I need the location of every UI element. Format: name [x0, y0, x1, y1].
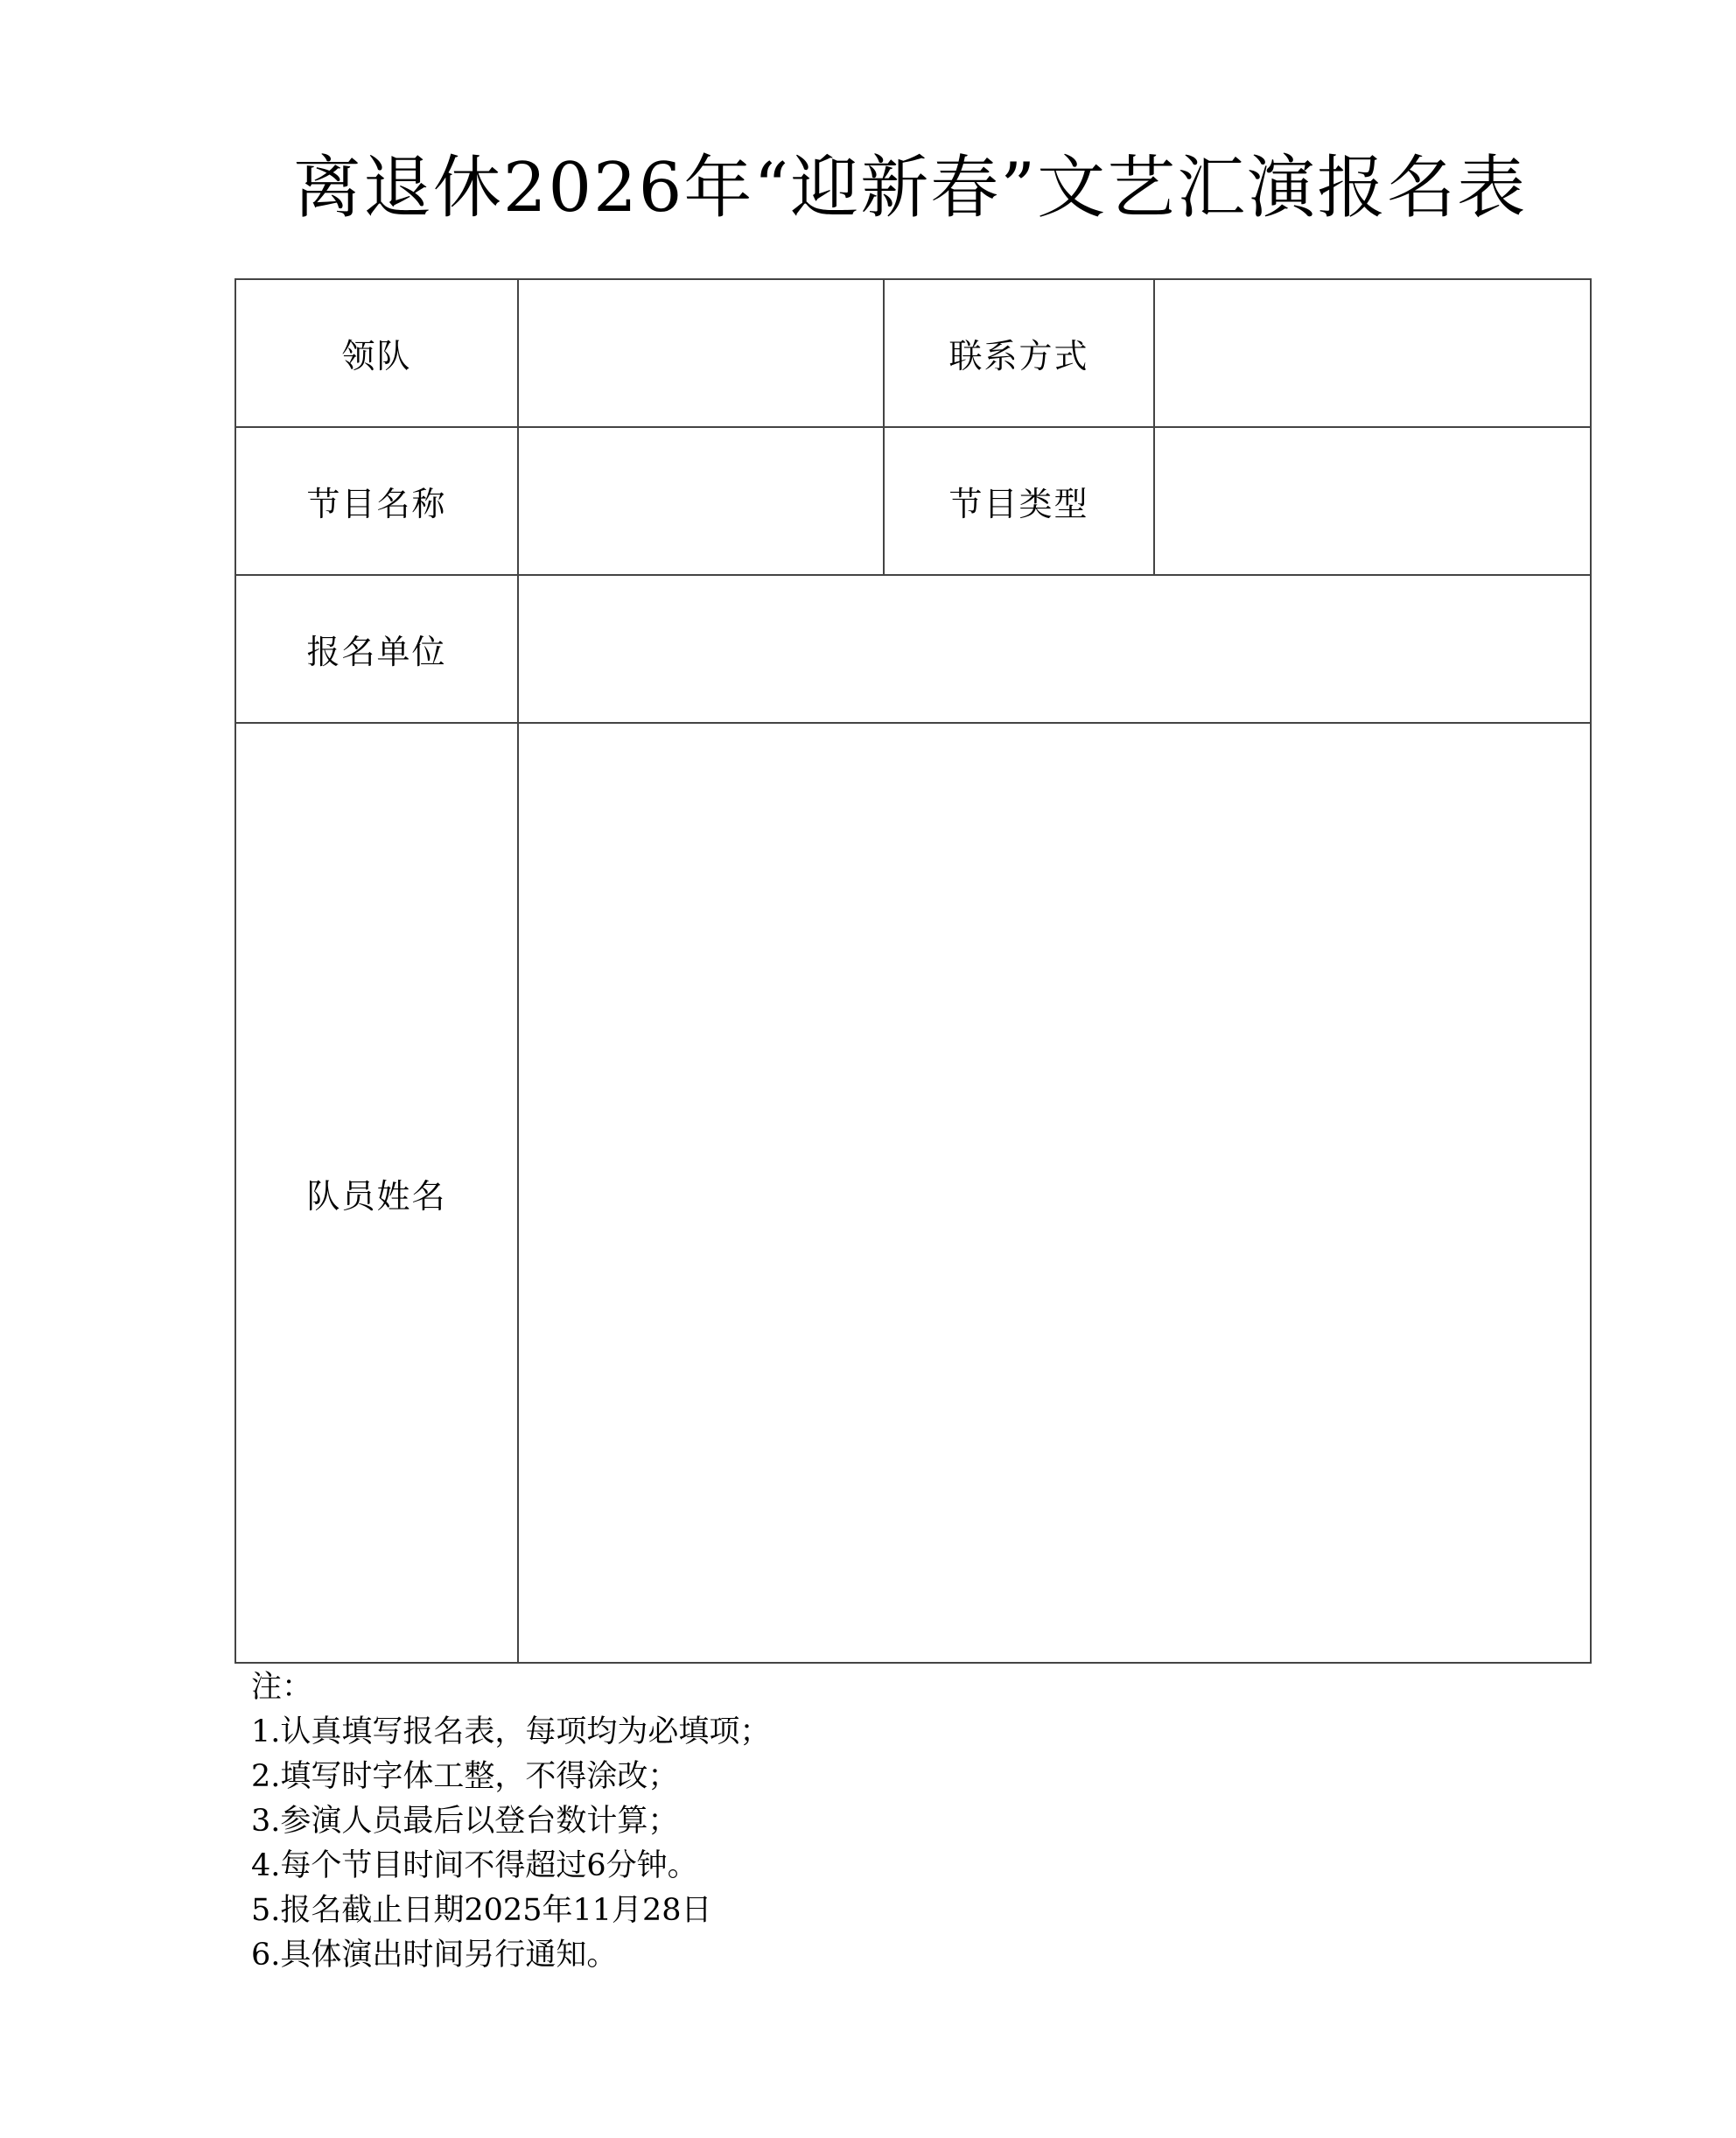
leader-label: 领队: [235, 279, 518, 427]
contact-field[interactable]: [1154, 279, 1591, 427]
notes-section: [251, 1665, 1476, 1978]
note-item-1: 1.认真填写报名表，每项均为必填项；: [251, 1714, 771, 1749]
form-row-leader: [235, 279, 1591, 427]
note-item-6: 6.具体演出时间另行通知。: [251, 1938, 618, 1973]
unit-label: 报名单位: [235, 575, 518, 723]
program-name-label: 节目名称: [235, 427, 518, 575]
notes-heading: 注：: [251, 1670, 313, 1705]
note-item-2: 2.填写时字体工整，不得涂改；: [251, 1759, 679, 1794]
form-row-program: [235, 427, 1591, 575]
unit-field[interactable]: [518, 575, 1591, 723]
form-row-members: [235, 723, 1591, 1663]
contact-label: 联系方式: [884, 279, 1154, 427]
note-item-4: 4.每个节目时间不得超过6分钟。: [251, 1848, 698, 1883]
program-name-field[interactable]: [518, 427, 884, 575]
members-field[interactable]: [518, 723, 1591, 1663]
members-label: 队员姓名: [235, 723, 518, 1663]
program-type-field[interactable]: [1154, 427, 1591, 575]
note-item-5: 5.报名截止日期2025年11月28日: [251, 1893, 712, 1928]
registration-form-table: [234, 278, 1592, 1664]
note-item-3: 3.参演人员最后以登台数计算；: [251, 1804, 679, 1839]
program-type-label: 节目类型: [884, 427, 1154, 575]
leader-field[interactable]: [518, 279, 884, 427]
form-row-unit: [235, 575, 1591, 723]
page-title: 离退休2026年“迎新春”文艺汇演报名表: [292, 149, 1528, 228]
